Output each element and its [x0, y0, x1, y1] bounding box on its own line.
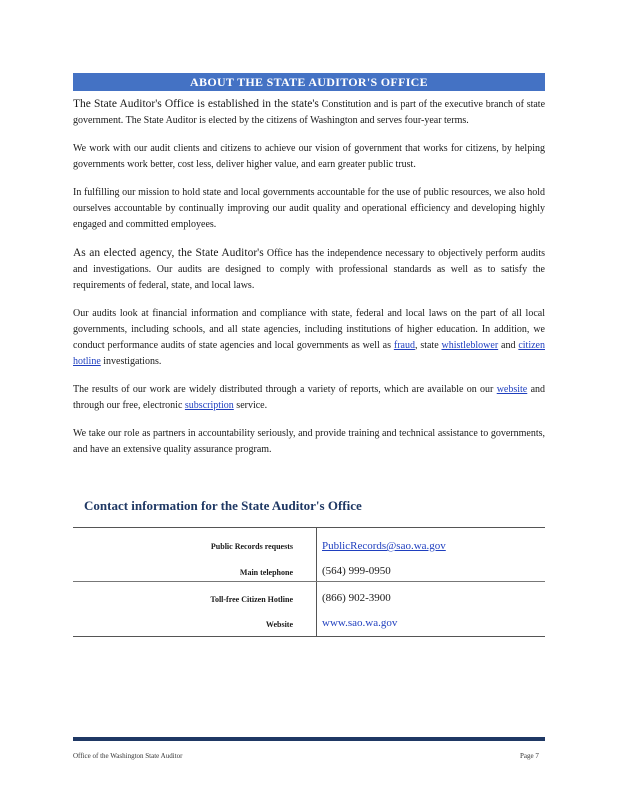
contact-table — [73, 527, 545, 637]
contact-label: Toll-free Citizen Hotline — [210, 595, 293, 604]
paragraph-text: investigations. — [103, 356, 162, 367]
hotline-telephone-value: (866) 902-3900 — [322, 592, 391, 604]
public-records-email-link[interactable]: PublicRecords@sao.wa.gov — [322, 540, 446, 552]
section-banner: ABOUT THE STATE AUDITOR'S OFFICE — [73, 73, 545, 91]
main-telephone-value: (564) 999-0950 — [322, 565, 391, 577]
paragraph-text: service. — [236, 400, 268, 411]
paragraph-lead: As an elected agency, the State Auditor's — [73, 247, 264, 259]
website-link[interactable]: website — [496, 384, 528, 395]
paragraph-audits — [73, 306, 545, 370]
contact-label: Website — [265, 620, 293, 629]
paragraph-results — [73, 382, 545, 414]
paragraph-text: and — [501, 340, 516, 351]
paragraph-vision: We work with our audit clients and citizens to achieve our vision of government that works for citizens, by helping governments work better, cost less, deliver higher value, and earn greater public trust. — [73, 143, 545, 170]
paragraph-establishment — [73, 96, 545, 129]
paragraph-lead: The State Auditor's Office is established in the state's — [73, 98, 319, 110]
contact-label: Public Records requests — [210, 542, 293, 551]
subscription-link[interactable]: subscription — [184, 400, 234, 411]
citizen-hotline-link[interactable]: citizen hotline — [73, 340, 545, 367]
paragraph-mission: In fulfilling our mission to hold state and local governments accountable for the use of public resources, we also hold ourselves accountable by continually improving our audit quality and operational efficiency and developing highly engaged and committed employees. — [73, 187, 545, 230]
paragraph-text: The results of our work are widely distributed through a variety of reports, which are available on our — [73, 384, 494, 395]
footer-office-name: Office of the Washington State Auditor — [73, 752, 183, 760]
paragraph-text: Constitution and is part of the executive branch of state government. The State Auditor is elected by the citizens of Washington and serves four-year terms. — [73, 99, 546, 126]
paragraph-independence — [73, 245, 545, 294]
contact-heading: Contact information for the State Auditor's Office — [84, 498, 362, 513]
footer-page-number: Page 7 — [520, 752, 539, 760]
contact-label: Main telephone — [239, 568, 293, 577]
paragraph-text: and through our free, electronic — [73, 384, 546, 411]
about-body — [73, 96, 545, 470]
paragraph-text: Our audits look at financial information and compliance with state, federal and local laws on the part of all local governments, including schools, and all state agencies, including institutions of higher education. In addition, we conduct performance audits of state agencies and local governments as well as — [73, 308, 545, 351]
column-divider — [316, 528, 317, 636]
fraud-link[interactable]: fraud — [393, 340, 415, 351]
footer-rule — [73, 737, 545, 741]
website-url-link[interactable]: www.sao.wa.gov — [322, 617, 398, 629]
paragraph-text: Office has the independence necessary to objectively perform audits and investigations. Our audits are designed to comply with professional standards as well as to satisfy the requirements of federal, state, and local laws. — [73, 248, 545, 291]
row-divider — [73, 581, 545, 582]
paragraph-partners: We take our role as partners in accountability seriously, and provide training and technical assistance to governments, and have an extensive quality assurance program. — [73, 428, 545, 455]
whistleblower-link[interactable]: whistleblower — [441, 340, 499, 351]
paragraph-text: , state — [414, 340, 439, 351]
